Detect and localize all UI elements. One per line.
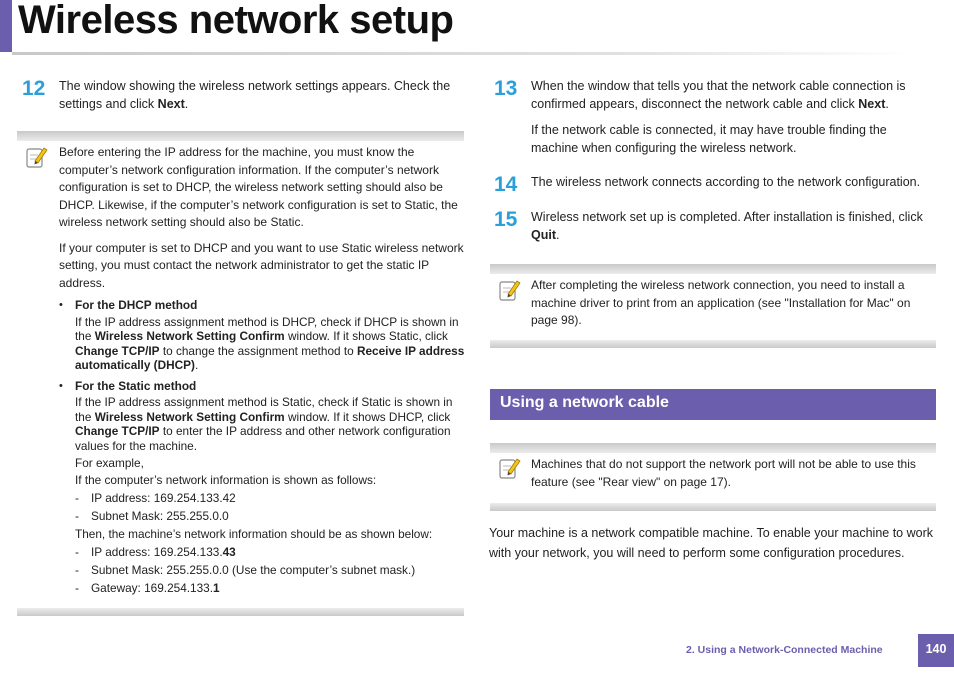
step-text: The wireless network connects according to the network configuration. <box>531 175 921 189</box>
sub-item: - Gateway: 169.254.133.1 <box>75 581 220 595</box>
bullet: • <box>59 299 63 311</box>
title-accent-bar <box>0 0 12 52</box>
step-text-secondary: If the network cable is connected, it may have trouble finding the machine when configuring the wireless network. <box>531 123 887 155</box>
note-box-driver <box>490 264 936 348</box>
page-number: 140 <box>918 634 954 667</box>
sub-item: - Subnet Mask: 255.255.0.0 (Use the computer’s subnet mask.) <box>75 563 416 577</box>
step-15 <box>494 208 938 248</box>
note-bottom-bar <box>490 503 936 511</box>
example-label: For example, <box>75 456 144 470</box>
sub-item: - IP address: 169.254.133.42 <box>75 491 236 505</box>
step-number: 13 <box>494 77 518 100</box>
then-line: Then, the machine’s network information should be as shown below: <box>75 527 433 541</box>
title-divider <box>12 52 912 55</box>
body-paragraph: Your machine is a network compatible machine. To enable your machine to work with your network, you will need to perform some configuration procedures. <box>489 526 933 560</box>
note-top-bar <box>490 443 936 453</box>
step-text: Wireless network set up is completed. After installation is finished, click Quit. <box>531 210 923 242</box>
step-text: The window showing the wireless network settings appears. Check the settings and click Next. <box>59 79 451 111</box>
step-number: 15 <box>494 208 518 231</box>
static-text: If the IP address assignment method is Static, check if Static is shown in the Wireless Network Setting Confirm window. If it shows DHCP, click Change TCP/IP to enter the IP address and other network configuration values for the machine. <box>75 395 453 453</box>
if-line: If the computer’s network information is shown as follows: <box>75 473 377 487</box>
footer-chapter-link[interactable]: 2. Using a Network-Connected Machine <box>686 644 883 656</box>
note-top-bar <box>490 264 936 274</box>
section-heading-bar <box>490 389 936 420</box>
note-pencil-icon <box>499 456 521 480</box>
bullet: • <box>59 379 63 392</box>
dhcp-method-item <box>59 298 465 373</box>
note-content <box>59 144 465 597</box>
dhcp-heading: For the DHCP method <box>75 298 198 312</box>
section-heading: Using a network cable <box>500 394 669 411</box>
note-paragraph: If your computer is set to DHCP and you want to use Static wireless network setting, you must contact the network administrator to get the static IP address. <box>59 240 464 290</box>
step-13 <box>494 77 938 157</box>
step-number: 12 <box>22 77 46 100</box>
note-top-bar <box>17 131 464 141</box>
static-method-item <box>59 379 465 598</box>
sub-item: - Subnet Mask: 255.255.0.0 <box>75 509 229 523</box>
dhcp-text: If the IP address assignment method is DHCP, check if DHCP is shown in the Wireless Network Setting Confirm window. If it shows Static, click Change TCP/IP to change the assignment method to Receive IP address automatically (DHCP). <box>75 314 465 372</box>
page-title: Wireless network setup <box>18 0 454 42</box>
note-paragraph: Before entering the IP address for the machine, you must know the computer’s network configuration information. If the computer’s network configuration is set to DHCP, the wireless network setting should also be DHCP. Likewise, if the computer’s network configuration is set to Static, the wireless network setting should also be Static. <box>59 145 458 229</box>
note-text: Machines that do not support the network port will not be able to use this feature (see "Rear view" on page 17). <box>531 457 916 489</box>
step-14 <box>494 173 938 197</box>
note-pencil-icon <box>26 145 48 169</box>
note-bottom-bar <box>490 340 936 348</box>
note-pencil-icon <box>499 278 521 302</box>
note-box-ip-config <box>17 131 464 616</box>
note-bottom-bar <box>17 608 464 616</box>
note-text: After completing the wireless network connection, you need to install a machine driver to print from an application (see "Installation for Mac" on page 98). <box>531 278 911 327</box>
static-heading: For the Static method <box>75 378 197 393</box>
note-box-network-port <box>490 443 936 511</box>
sub-item: - IP address: 169.254.133.43 <box>75 545 236 559</box>
step-12 <box>22 77 462 117</box>
step-number: 14 <box>494 173 518 196</box>
step-text: When the window that tells you that the network cable connection is confirmed appears, disconnect the network cable and click Next. <box>531 79 906 111</box>
